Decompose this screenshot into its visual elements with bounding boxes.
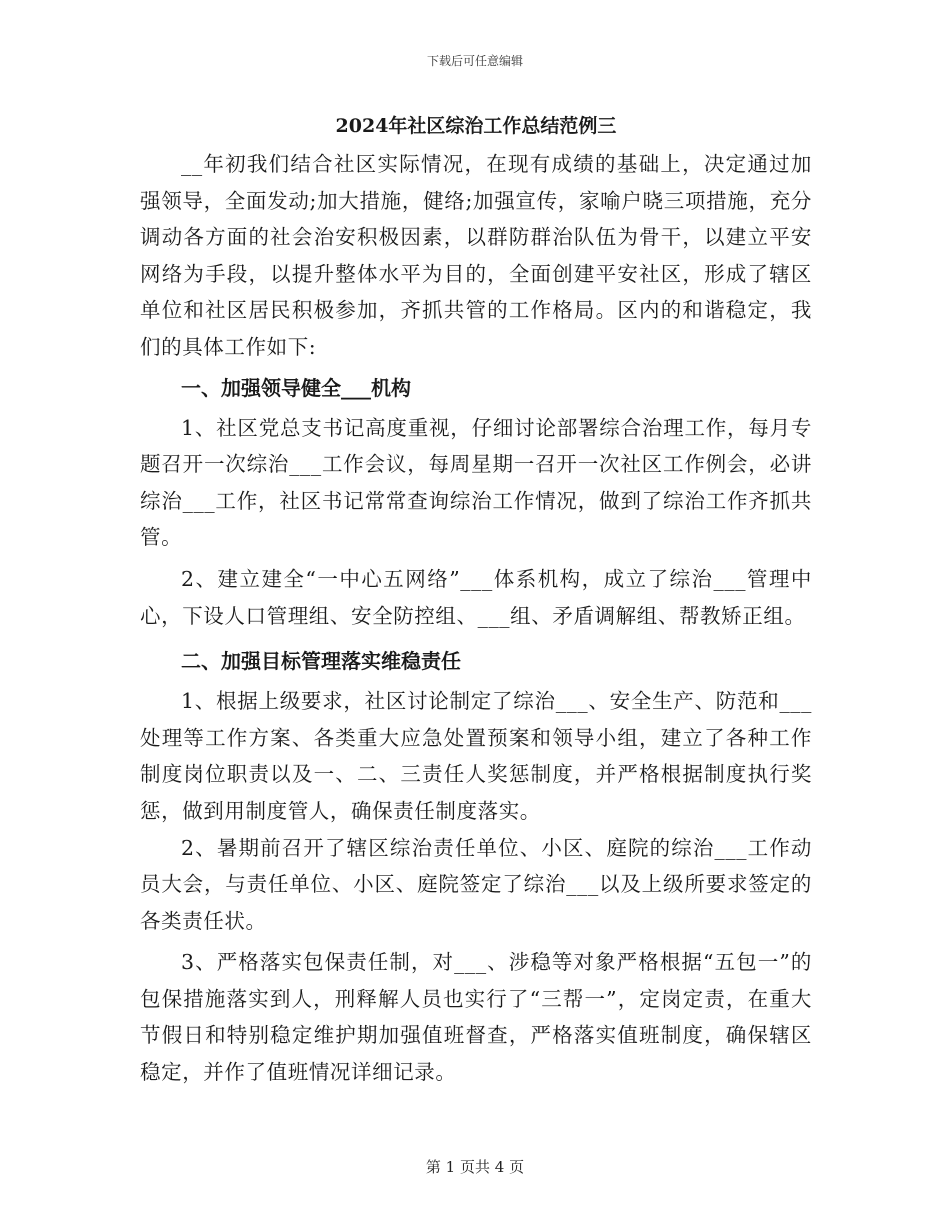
section-paragraph: 1、社区党总支书记高度重视，仔细讨论部署综合治理工作，每月专题召开一次综治___工作会议，每周星期一召开一次社区工作例会，必讲综治___工作，社区书记常常查询综治工作情况，做到了综治工作齐抓共管。 [140, 415, 812, 550]
document-body [140, 106, 812, 1091]
section-paragraph: 2、暑期前召开了辖区综治责任单位、小区、庭院的综治___工作动员大会，与责任单位、小区、庭院签定了综治___以及上级所要求签定的各类责任状。 [140, 835, 812, 933]
document-title: 2024年社区综治工作总结范例三 [335, 115, 617, 137]
section-heading: 一、加强领导健全___机构 [181, 375, 411, 400]
intro-paragraph: __年初我们结合社区实际情况，在现有成绩的基础上，决定通过加强领导，全面发动;加大措施，健络;加强宣传，家喻户晓三项措施，充分调动各方面的社会治安积极因素，以群防群治队伍为骨干，以建立平安网络为手段，以提升整体水平为目的，全面创建平安社区，形成了辖区单位和社区居民积极参加，齐抓共管的工作格局。区内的和谐稳定，我们的具体工作如下: [140, 152, 812, 359]
page-number: 第 1 页共 4 页 [425, 1158, 525, 1176]
section-paragraph: 1、根据上级要求，社区讨论制定了综治___、安全生产、防范和___处理等工作方案、各类重大应急处置预案和领导小组，建立了各种工作制度岗位职责以及一、二、三责任人奖惩制度，并严格根据制度执行奖惩，做到用制度管人，确保责任制度落实。 [140, 689, 812, 823]
section-1 [140, 369, 812, 635]
header-note: 下载后可任意编辑 [426, 54, 523, 68]
section-heading: 二、加强目标管理落实维稳责任 [181, 649, 461, 674]
section-paragraph: 3、严格落实包保责任制，对___、涉稳等对象严格根据“五包一”的包保措施落实到人，刑释解人员也实行了“三帮一”，定岗定责，在重大节假日和特别稳定维护期加强值班督查，严格落实值班制度，确保辖区稳定，并作了值班情况详细记录。 [140, 950, 812, 1085]
section-paragraph: 2、建立建全“一中心五网络”___体系机构，成立了综治___管理中心，下设人口管理组、安全防控组、___组、矛盾调解组、帮教矫正组。 [140, 566, 812, 628]
section-2 [140, 642, 812, 1091]
